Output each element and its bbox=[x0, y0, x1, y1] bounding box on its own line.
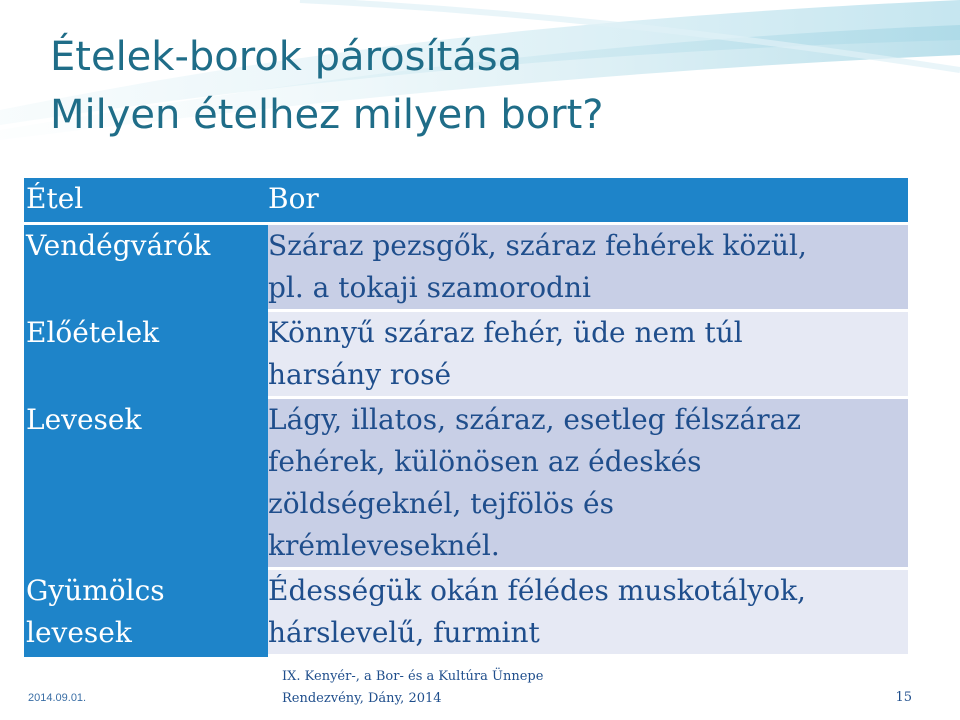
title-line-2: Milyen ételhez milyen bort? bbox=[50, 92, 604, 138]
wine-cell bbox=[268, 569, 908, 656]
table-row bbox=[24, 398, 908, 569]
header-food: Étel bbox=[24, 178, 268, 224]
table-row bbox=[24, 569, 908, 656]
wine-line: krémleveseknél. bbox=[268, 529, 500, 562]
wine-cell bbox=[268, 311, 908, 398]
food-cell: Levesek bbox=[24, 398, 268, 569]
footer-date: 2014.09.01. bbox=[28, 692, 87, 704]
footer-event bbox=[282, 666, 543, 710]
wine-line: Száraz pezsgők, száraz fehérek közül, bbox=[268, 229, 807, 262]
slide-title bbox=[50, 28, 930, 144]
table-header-row bbox=[24, 178, 908, 224]
title-line-1: Ételek-borok párosítása bbox=[50, 34, 523, 80]
header-wine: Bor bbox=[268, 178, 908, 224]
wine-line: Édességük okán félédes muskotályok, bbox=[268, 574, 806, 607]
food-line: levesek bbox=[26, 616, 132, 649]
food-wine-table bbox=[24, 178, 908, 657]
food-cell: Vendégvárók bbox=[24, 224, 268, 311]
food-cell: Előételek bbox=[24, 311, 268, 398]
wine-line: zöldségeknél, tejfölös és bbox=[268, 487, 614, 520]
food-cell bbox=[24, 569, 268, 656]
table-row bbox=[24, 311, 908, 398]
wine-line: harsány rosé bbox=[268, 358, 452, 391]
wine-line: hárslevelű, furmint bbox=[268, 616, 540, 649]
wine-line: Könnyű száraz fehér, üde nem túl bbox=[268, 316, 743, 349]
page-number: 15 bbox=[895, 690, 912, 705]
wine-cell bbox=[268, 224, 908, 311]
food-line: Gyümölcs bbox=[26, 574, 165, 607]
table-row bbox=[24, 224, 908, 311]
footer-event-line: IX. Kenyér-, a Bor- és a Kultúra Ünnepe bbox=[282, 669, 544, 684]
wine-line: Lágy, illatos, száraz, esetleg félszáraz bbox=[268, 403, 802, 436]
wine-line: pl. a tokaji szamorodni bbox=[268, 271, 591, 304]
footer-event-line: Rendezvény, Dány, 2014 bbox=[282, 691, 442, 706]
wine-line: fehérek, különösen az édeskés bbox=[268, 445, 702, 478]
wine-cell bbox=[268, 398, 908, 569]
